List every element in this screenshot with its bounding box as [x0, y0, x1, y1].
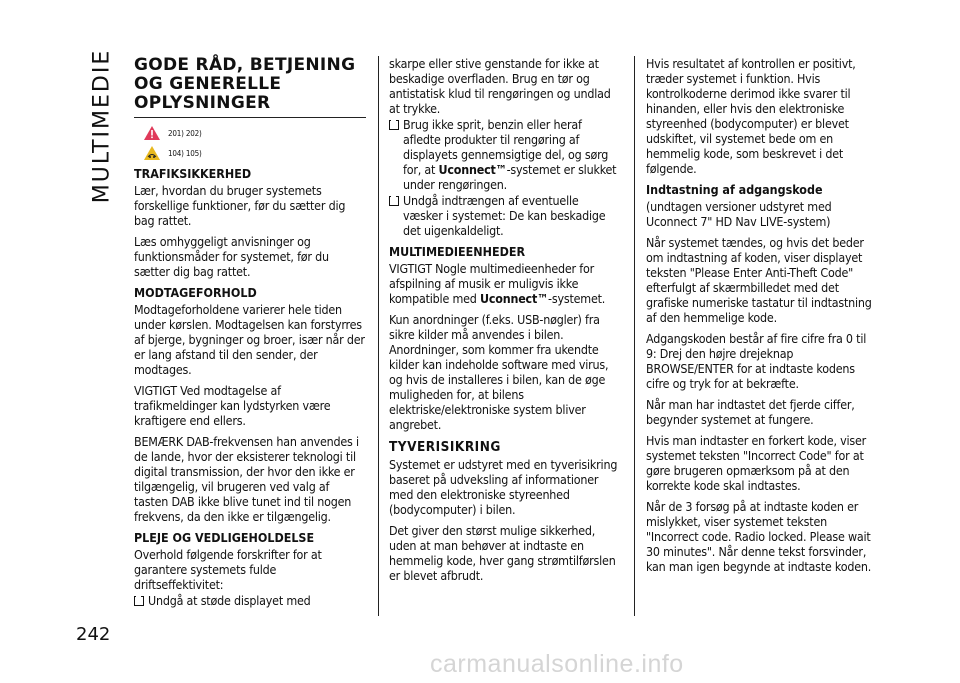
- caution-warning-ref: [144, 146, 366, 160]
- heading-traffic-safety: TRAFIKSIKKERHED: [134, 166, 252, 181]
- bullet-item: [134, 593, 366, 608]
- caution-triangle-icon: [144, 146, 160, 160]
- bullet-text: [403, 117, 621, 192]
- paragraph: Adgangskoden består af fire cifre fra 0 til 9: Drej den højre drejeknap BROWSE/ENTER for at indtaste kodens cifre og tryk for at bekræfte.: [646, 331, 867, 391]
- uconnect-brand: Uconnect™: [438, 162, 507, 177]
- paragraph: Kun anordninger (f.eks. USB-nøgler) fra sikre kilder må anvendes i bilen. Anordninger, som kommer fra ukendte kilder kan indeholde software med virus, og hvis de installeres i bilen, kan de øge muligheden for, at bilens elektriske/elektroniske system bliver angrebet.: [389, 312, 609, 432]
- column-divider: [634, 56, 635, 616]
- paragraph-start: VIGTIGT Nogle multimedieenheder for afspilning af musik er muligvis ikke kompatible med: [389, 261, 594, 306]
- paragraph: [389, 261, 621, 306]
- bullet-text-start: Brug ikke sprit, benzin eller heraf afledte produkter til rengøring af displayets gennemsigtige del, og sørg for, at: [403, 117, 609, 177]
- bullet-text: Undgå indtrængen af eventuelle væsker i systemet: De kan beskadige det uigenkaldeligt.: [403, 193, 606, 238]
- page-number: 242: [76, 624, 111, 645]
- danger-warning-ref: [144, 126, 366, 140]
- heading-anti-theft: TYVERISIKRING: [389, 439, 501, 455]
- column-1: [134, 56, 366, 608]
- paragraph: Modtageforholdene varierer hele tiden under kørslen. Modtagelsen kan forstyrres af bjerge, bygninger og broer, især når der er lang afstand til den sender, der modtages.: [134, 302, 365, 377]
- caution-refs: 104) 105): [168, 148, 202, 158]
- uconnect-brand: Uconnect™: [480, 291, 549, 306]
- paragraph: Når systemet tændes, og hvis det beder om indtastning af koden, viser displayet teksten "Please Enter Anti-Theft Code" efterfulgt af skærmbilledet med det grafiske numeriske tastatur til indtastning af den hemmelige kode.: [646, 235, 872, 325]
- column-divider: [378, 56, 379, 616]
- column-3: [646, 56, 878, 580]
- page-title: [134, 56, 366, 118]
- heading-reception: MODTAGEFORHOLD: [134, 285, 257, 300]
- title-line: OPLYSNINGER: [134, 93, 271, 113]
- paragraph: Overhold følgende forskrifter for at garantere systemets fulde driftseffektivitet:: [134, 547, 322, 592]
- paragraph: Hvis man indtaster en forkert kode, viser systemet teksten "Incorrect Code" for at gøre brugeren opmærksom på at den korrekte kode skal indtastes.: [646, 433, 867, 493]
- danger-triangle-icon: [144, 126, 160, 140]
- paragraph: Det giver den størst mulige sikkerhed, uden at man behøver at indtaste en hemmelig kode, hver gang strømtilførslen er blevet afbrudt.: [389, 523, 616, 583]
- paragraph: skarpe eller stive genstande for ikke at beskadige overfladen. Brug en tør og antistatisk klud til rengøringen og undlad at trykke.: [389, 56, 611, 116]
- paragraph: Systemet er udstyret med en tyverisikring baseret på udveksling af informationer med den elektroniske styreenhed (bodycomputer) i bilen.: [389, 457, 618, 517]
- paragraph: Hvis resultatet af kontrollen er positivt, træder systemet i funktion. Hvis kontrolkoderne derimod ikke svarer til hinanden, eller hvis den elektroniske styreenhed (bodycomputer) er blevet udskiftet, vil systemet bede om en hemmelig kode, som beskrevet i det følgende.: [646, 56, 856, 176]
- bullet-text-end: -systemet er slukket under rengøringen.: [403, 162, 617, 192]
- heading-code-entry: Indtastning af adgangskode: [646, 182, 823, 197]
- heading-care: PLEJE OG VEDLIGEHOLDELSE: [134, 530, 315, 545]
- watermark-text: carmanualsonline.info: [430, 650, 684, 678]
- side-label-text: MULTIMEDIE: [89, 48, 115, 204]
- paragraph: (undtagen versioner udstyret med Uconnect 7" HD Nav LIVE-system): [646, 199, 832, 229]
- bullet-box-icon: [389, 196, 399, 206]
- section-side-label: [84, 48, 120, 204]
- title-line: GODE RÅD, BETJENING: [134, 55, 356, 75]
- title-line: OG GENERELLE: [134, 74, 282, 94]
- paragraph: VIGTIGT Ved modtagelse af trafikmeldinger kan lydstyrken være kraftigere end ellers.: [134, 383, 331, 428]
- bullet-box-icon: [134, 596, 144, 606]
- bullet-item: [389, 193, 621, 238]
- danger-refs: 201) 202): [168, 128, 202, 138]
- paragraph: BEMÆRK DAB-frekvensen han anvendes i de lande, hvor der eksisterer teknologi til digital transmission, der hvor den ikke er tilgængelig, vil brugeren ved valg af tasten DAB ikke blive tunet ind til nogen frekvens, da den ikke er tilgængelig.: [134, 434, 359, 524]
- paragraph: Når man har indtastet det fjerde ciffer, begynder systemet at fungere.: [646, 397, 855, 427]
- bullet-item: [389, 117, 621, 192]
- column-2: [389, 56, 621, 589]
- paragraph: Læs omhyggeligt anvisninger og funktionsmåder for systemet, før du sætter dig bag rattet.: [134, 234, 329, 279]
- paragraph: Lær, hvordan du bruger systemets forskellige funktioner, før du sætter dig bag rattet.: [134, 183, 346, 228]
- paragraph-end: -systemet.: [548, 291, 606, 306]
- paragraph: Når de 3 forsøg på at indtaste koden er mislykket, viser systemet teksten "Incorrect code. Radio locked. Please wait 30 minutes". Når denne tekst forsvinder, kan man igen begynde at indtaste koden.: [646, 499, 872, 574]
- bullet-text: Undgå at støde displayet med: [148, 593, 311, 608]
- bullet-box-icon: [389, 120, 399, 130]
- heading-multimedia-devices: MULTIMEDIEENHEDER: [389, 244, 526, 259]
